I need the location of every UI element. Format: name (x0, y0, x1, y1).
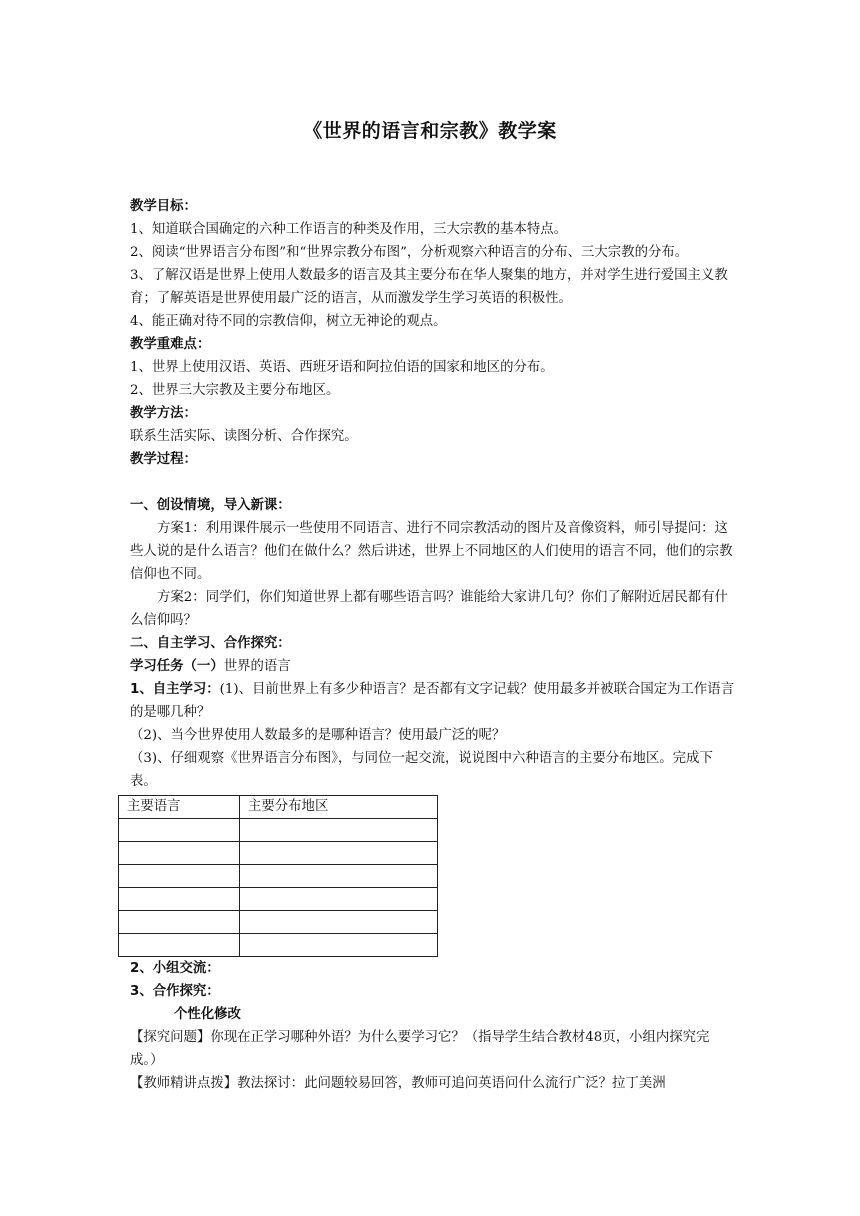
goal-item: 4、能正确对待不同的宗教信仰，树立无神论的观点。 (130, 314, 447, 329)
section1-heading: 一、创设情境，导入新课： (130, 498, 291, 513)
table-cell[interactable] (119, 934, 240, 957)
table-cell[interactable] (119, 888, 240, 911)
table-row (119, 842, 438, 865)
task-line (130, 655, 736, 678)
document-title: 《世界的语言和宗教》教学案 (303, 120, 557, 142)
personalized-edit-label: 个性化修改 (174, 1007, 241, 1022)
document-body (127, 195, 736, 1095)
key-points-heading: 教学重难点： (130, 337, 211, 352)
table-cell[interactable] (119, 911, 240, 934)
explore-question (130, 1026, 736, 1072)
self-study-line (130, 678, 736, 724)
table-row (119, 911, 438, 934)
plan2-text: 方案2：同学们，你们知道世界上都有哪些语言吗？谁能给大家讲几句？你们了解附近居民都有什么信仰吗？ (130, 590, 728, 628)
teacher-note (130, 1072, 736, 1095)
goal-item: 1、知道联合国确定的六种工作语言的种类及作用，三大宗教的基本特点。 (130, 222, 568, 237)
table-header-language: 主要语言 (119, 796, 240, 819)
language-distribution-table (118, 795, 438, 957)
goal-item: 3、了解汉语是世界上使用人数最多的语言及其主要分布在华人聚集的地方，并对学生进行爱国主义教育；了解英语是世界使用最广泛的语言，从而激发学生学习英语的积极性。 (130, 268, 728, 306)
section2-heading: 二、自主学习、合作探究： (130, 636, 291, 651)
key-point-item: 2、世界三大宗教及主要分布地区。 (130, 383, 340, 398)
table-cell[interactable] (240, 865, 438, 888)
teacher-text: 教法探讨：此问题较易回答，教师可追问英语问什么流行广泛？拉丁美洲 (237, 1076, 666, 1091)
table-cell[interactable] (119, 865, 240, 888)
self-study-label: 1、自主学习： (130, 682, 220, 697)
goals-heading: 教学目标： (130, 199, 197, 214)
task-label: 学习任务（一） (130, 659, 224, 674)
process-heading: 教学过程： (130, 452, 197, 467)
table-cell[interactable] (119, 842, 240, 865)
methods-text: 联系生活实际、读图分析、合作探究。 (130, 429, 358, 444)
table-header-row (119, 796, 438, 819)
table-cell[interactable] (240, 911, 438, 934)
table-cell[interactable] (240, 819, 438, 842)
explore-label: 【探究问题】 (130, 1030, 211, 1045)
methods-heading: 教学方法： (130, 406, 197, 421)
group-exchange-label: 2、小组交流： (130, 961, 220, 976)
plan1-text: 方案1：利用课件展示一些使用不同语言、进行不同宗教活动的图片及音像资料，师引导提问：这些人说的是什么语言？他们在做什么？然后讲述，世界上不同地区的人们使用的语言不同，他们的宗教信仰也不同。 (130, 521, 733, 582)
table-row (119, 819, 438, 842)
task-title: 世界的语言 (223, 659, 291, 674)
question-1: (1)、目前世界上有多少种语言？是否都有文字记载？使用最多并被联合国定为工作语言的是哪几种？ (130, 682, 735, 720)
key-point-item: 1、世界上使用汉语、英语、西班牙语和阿拉伯语的国家和地区的分布。 (130, 360, 554, 375)
table-cell[interactable] (240, 888, 438, 911)
table-row (119, 865, 438, 888)
teacher-label: 【教师精讲点拨】 (130, 1076, 238, 1091)
table-row (119, 934, 438, 957)
table-cell[interactable] (240, 934, 438, 957)
question-3: （3)、仔细观察《世界语言分布图》，与同位一起交流，说说图中六种语言的主要分布地区。完成下表。 (130, 751, 713, 789)
table-header-region: 主要分布地区 (240, 796, 438, 819)
table-row (119, 888, 438, 911)
spacer (130, 471, 736, 494)
question-2: （2)、当今世界使用人数最多的是哪种语言？使用最广泛的呢？ (130, 728, 506, 743)
explore-text: 你现在正学习哪种外语？为什么要学习它？（指导学生结合教材48页，小组内探究完成。） (130, 1030, 710, 1068)
cooperative-inquiry-label: 3、合作探究： (130, 984, 220, 999)
goal-item: 2、阅读“世界语言分布图”和“世界宗教分布图”，分析观察六种语言的分布、三大宗教的分布。 (130, 245, 689, 260)
table-cell[interactable] (119, 819, 240, 842)
table-cell[interactable] (240, 842, 438, 865)
